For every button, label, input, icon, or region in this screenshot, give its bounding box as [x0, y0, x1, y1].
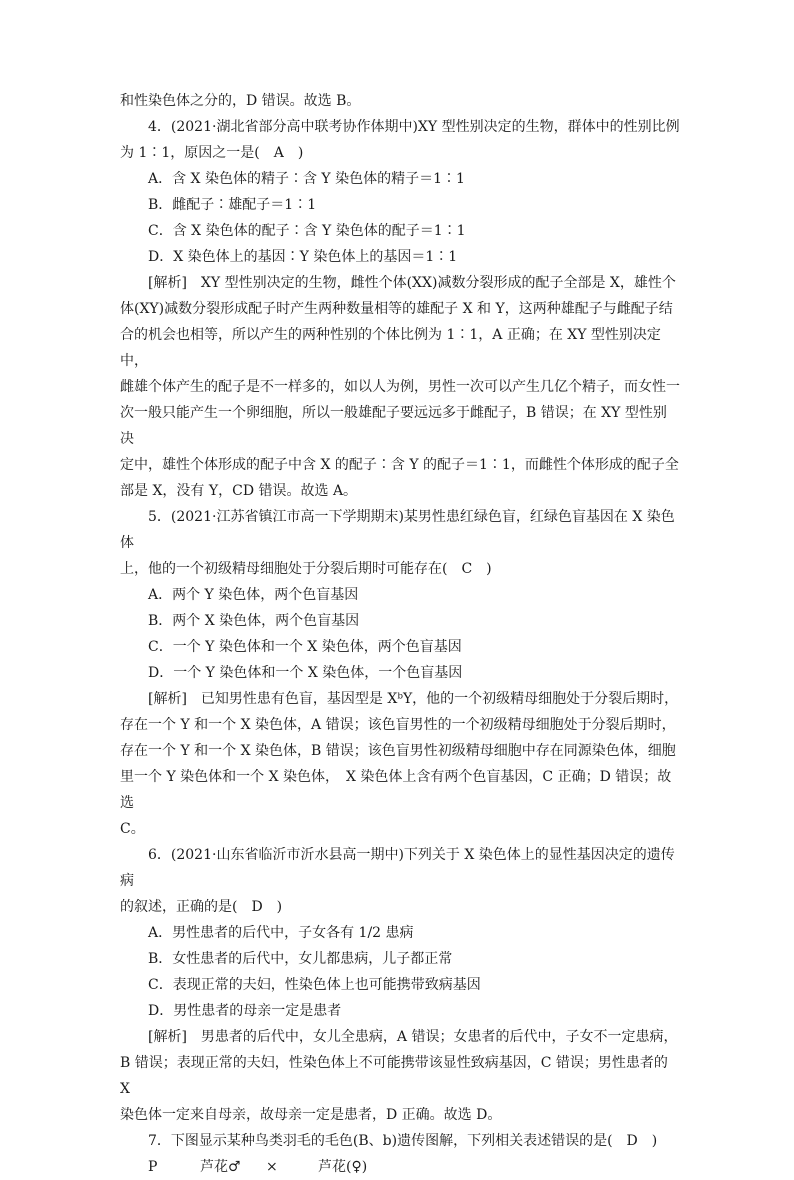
text-line: [解析] 已知男性患有色盲，基因型是 XᵇY，他的一个初级精母细胞处于分裂后期时， — [148, 691, 679, 707]
text-line: 定中，雄性个体形成的配子中含 X 的配子∶含 Y 的配子＝1∶1，而雌性个体形成的配子全 — [120, 457, 679, 473]
text-line: 7．下图显示某种鸟类羽毛的毛色(B、b)遗传图解，下列相关表述错误的是( D ) — [148, 1133, 658, 1149]
cross-symbol: × — [266, 1159, 278, 1175]
text-line: A．两个 Y 染色体，两个色盲基因 — [148, 587, 359, 603]
text-line: 上，他的一个初级精母细胞处于分裂后期时可能存在( C ) — [120, 561, 492, 577]
text-line: 和性染色体之分的，D 错误。故选 B。 — [120, 93, 361, 109]
text-line: D．男性患者的母亲一定是患者 — [148, 1003, 342, 1019]
text-line: C．表现正常的夫妇，性染色体上也可能携带致病基因 — [148, 977, 481, 993]
text-line: A．男性患者的后代中，子女各有 1/2 患病 — [148, 925, 414, 941]
female-parent: 芦花(♀) — [318, 1159, 368, 1175]
text-line: A．含 X 染色体的精子∶含 Y 染色体的精子＝1∶1 — [148, 171, 465, 187]
text-line: B．两个 X 染色体，两个色盲基因 — [148, 613, 360, 629]
text-line: 次一般只能产生一个卵细胞，所以一般雄配子要远远多于雌配子，B 错误；在 XY 型性别决 — [120, 405, 667, 447]
text-line: C。 — [120, 821, 145, 837]
text-line: C．一个 Y 染色体和一个 X 染色体，两个色盲基因 — [148, 639, 462, 655]
text-line: B．雌配子∶雄配子＝1∶1 — [148, 197, 317, 213]
text-line: B．女性患者的后代中，女儿都患病，儿子都正常 — [148, 951, 453, 967]
text-line: 存在一个 Y 和一个 X 染色体，A 错误；该色盲男性的一个初级精母细胞处于分裂后期时， — [120, 717, 676, 733]
document-body — [120, 88, 680, 1154]
text-line: 存在一个 Y 和一个 X 染色体，B 错误；该色盲男性初级精母细胞中存在同源染色体，细胞 — [120, 743, 676, 759]
text-line: D．一个 Y 染色体和一个 X 染色体，一个色盲基因 — [148, 665, 463, 681]
text-line: 里一个 Y 染色体和一个 X 染色体， X 染色体上含有两个色盲基因，C 正确；D 错误；故选 — [120, 769, 672, 811]
text-line: 5．(2021·江苏省镇江市高一下学期期末)某男性患红绿色盲，红绿色盲基因在 X 染色体 — [120, 509, 675, 551]
text-line: 合的机会也相等，所以产生的两种性别的个体比例为 1∶1，A 正确；在 XY 型性别决定中， — [120, 327, 661, 369]
text-line: 为 1∶1，原因之一是( A ) — [120, 145, 304, 161]
text-line: 体(XY)减数分裂形成配子时产生两种数量相等的雄配子 X 和 Y，这两种雄配子与雌配子结 — [120, 301, 673, 317]
text-line: 6．(2021·山东省临沂市沂水县高一期中)下列关于 X 染色体上的显性基因决定的遗传病 — [120, 847, 675, 889]
text-line: [解析] XY 型性别决定的生物，雌性个体(XX)减数分裂形成的配子全部是 X，雄性个 — [148, 275, 676, 291]
cross-diagram-row — [120, 1154, 680, 1180]
text-line: C．含 X 染色体的配子∶含 Y 染色体的配子＝1∶1 — [148, 223, 466, 239]
text-line: 4．(2021·湖北省部分高中联考协作体期中)XY 型性别决定的生物，群体中的性别比例 — [148, 119, 680, 135]
text-line: B 错误；表现正常的夫妇，性染色体上不可能携带该显性致病基因，C 错误；男性患者的 X — [120, 1055, 673, 1097]
text-line: D．X 染色体上的基因∶Y 染色体上的基因＝1∶1 — [148, 249, 458, 265]
generation-label: P — [148, 1159, 158, 1175]
document-page — [120, 88, 680, 1180]
text-line: [解析] 男患者的后代中，女儿全患病，A 错误；女患者的后代中，子女不一定患病， — [148, 1029, 678, 1045]
text-line: 的叙述，正确的是( D ) — [120, 899, 283, 915]
male-parent: 芦花♂ — [200, 1159, 241, 1175]
text-line: 染色体一定来自母亲，故母亲一定是患者，D 正确。故选 D。 — [120, 1107, 502, 1123]
text-line: 雌雄个体产生的配子是不一样多的，如以人为例，男性一次可以产生几亿个精子，而女性一 — [120, 379, 680, 395]
text-line: 部是 X，没有 Y，CD 错误。故选 A。 — [120, 483, 358, 499]
